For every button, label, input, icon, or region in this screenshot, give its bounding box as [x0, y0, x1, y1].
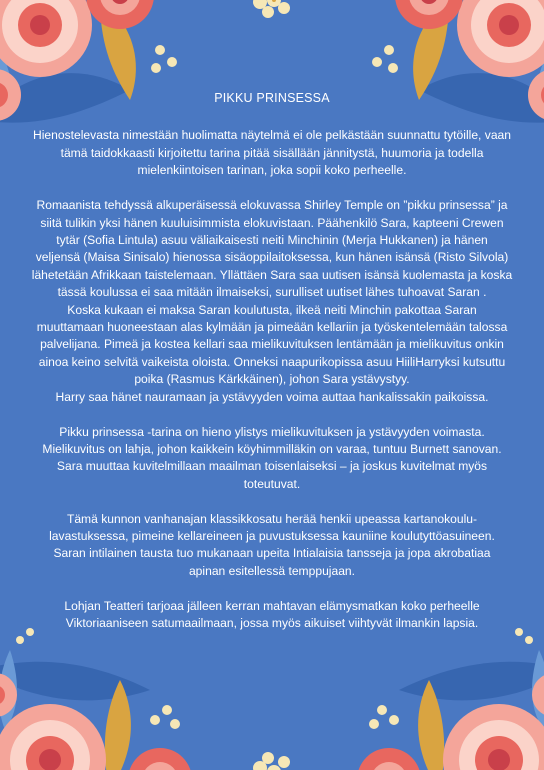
paragraph-plot	[16, 197, 528, 406]
text-line: veljensä (Maisa Sinisalo) hienossa sisäoppilaitoksessa, kun hänen isänsä (Risto Silvola)	[35, 250, 509, 265]
cream-blossom-icon	[250, 750, 294, 770]
text-line: poika (Rasmus Kärkkäinen), johon Sara ystävystyy.	[134, 372, 410, 387]
text-line: Viktoriaaniseen satumaailmaan, jossa myös aikuiset viihtyvät ilmankin lapsia.	[65, 616, 479, 631]
text-line: Harry saa hänet nauramaan ja ystävyyden voima auttaa hankalissakin paikoissa.	[55, 389, 489, 404]
text-line: ainoa keino selvitä vaikeista oloista. Onneksi naapurikopissa asuu HiiliHarryksi kutsuttu	[38, 354, 506, 369]
text-line: toteutuvat.	[243, 476, 301, 491]
paragraph-intro	[16, 127, 528, 179]
text-line: muuttamaan huoneestaan alas kylmään ja pimeään kellariin ja työskentelemään talossa	[36, 319, 508, 334]
text-line: tässä koulussa ei saa mitään ilmaiseksi, surulliset uutiset lähes tuhoavat Saran .	[57, 285, 487, 300]
text-line: Sara muuttaa kuvitelmillaan maailman toisenlaiseksi – ja joskus kuvitelmat myös	[56, 459, 488, 474]
text-line: lähetetään Afrikkaan taistelemaan. Yllättäen Sara saa uutisen isänsä kuolemasta ja koska	[31, 267, 513, 282]
text-line: Tämä kunnon vanhanajan klassikkosatu herää henkii upeassa kartanokoulu-	[66, 511, 478, 526]
text-line: Saran intilainen tausta tuo mukanaan upeita Intialaisia tansseja ja jopa akrobatiaa	[53, 546, 491, 561]
text-line: lavastuksessa, pimeine kellareineen ja puvustuksessa kauniine koulutyttöasuineen.	[49, 529, 495, 544]
paragraph-staging	[16, 511, 528, 581]
text-line: Romaanista tehdyssä alkuperäisessä elokuvassa Shirley Temple on ”pikku prinsessa” ja	[36, 198, 508, 213]
text-line: siitä tulikin yksi hänen kuuluisimmista elokuvistaan. Päähenkilö Sara, kapteeni Crewen	[40, 215, 504, 230]
paragraph-closing	[16, 598, 528, 633]
cream-blossom-icon	[250, 0, 294, 22]
text-line: mielenkiintoisen tarinan, joka sopii koko perheelle.	[137, 163, 407, 178]
text-line: apinan esitellessä temppujaan.	[188, 563, 356, 578]
text-line: palvelijana. Pimeä ja kostea kellari saa mielikuvituksen lentämään ja mielikuvitus onkin	[40, 337, 504, 352]
text-line: Pikku prinsessa -tarina on hieno ylistys mielikuvituksen ja ystävyyden voimasta.	[59, 424, 485, 439]
text-line: tytär (Sofia Lintula) asuu väliaikaisesti neiti Minchinin (Merja Hukkanen) ja hänen	[56, 232, 488, 247]
text-line: Koska kukaan ei maksa Saran koulutusta, ilkeä neiti Minchin pakottaa Saran	[67, 302, 477, 317]
text-line: Hienostelevasta nimestään huolimatta näytelmä ei ole pelkästään suunnattu tytöille, vaan	[33, 128, 511, 143]
poster-text	[16, 90, 528, 650]
paragraph-theme	[16, 424, 528, 494]
text-line: Mielikuvitus on lahja, johon kaikkein köyhimmilläkin on varaa, tuntuu Burnett sanovan.	[42, 441, 502, 456]
page-title: PIKKU PRINSESSA	[214, 91, 330, 105]
text-line: tämä taidokkaasti kirjoitettu tarina pitää sisällään jännitystä, huumoria ja todella	[60, 145, 484, 160]
text-line: Lohjan Teatteri tarjoaa jälleen kerran mahtavan elämysmatkan koko perheelle	[64, 598, 480, 613]
